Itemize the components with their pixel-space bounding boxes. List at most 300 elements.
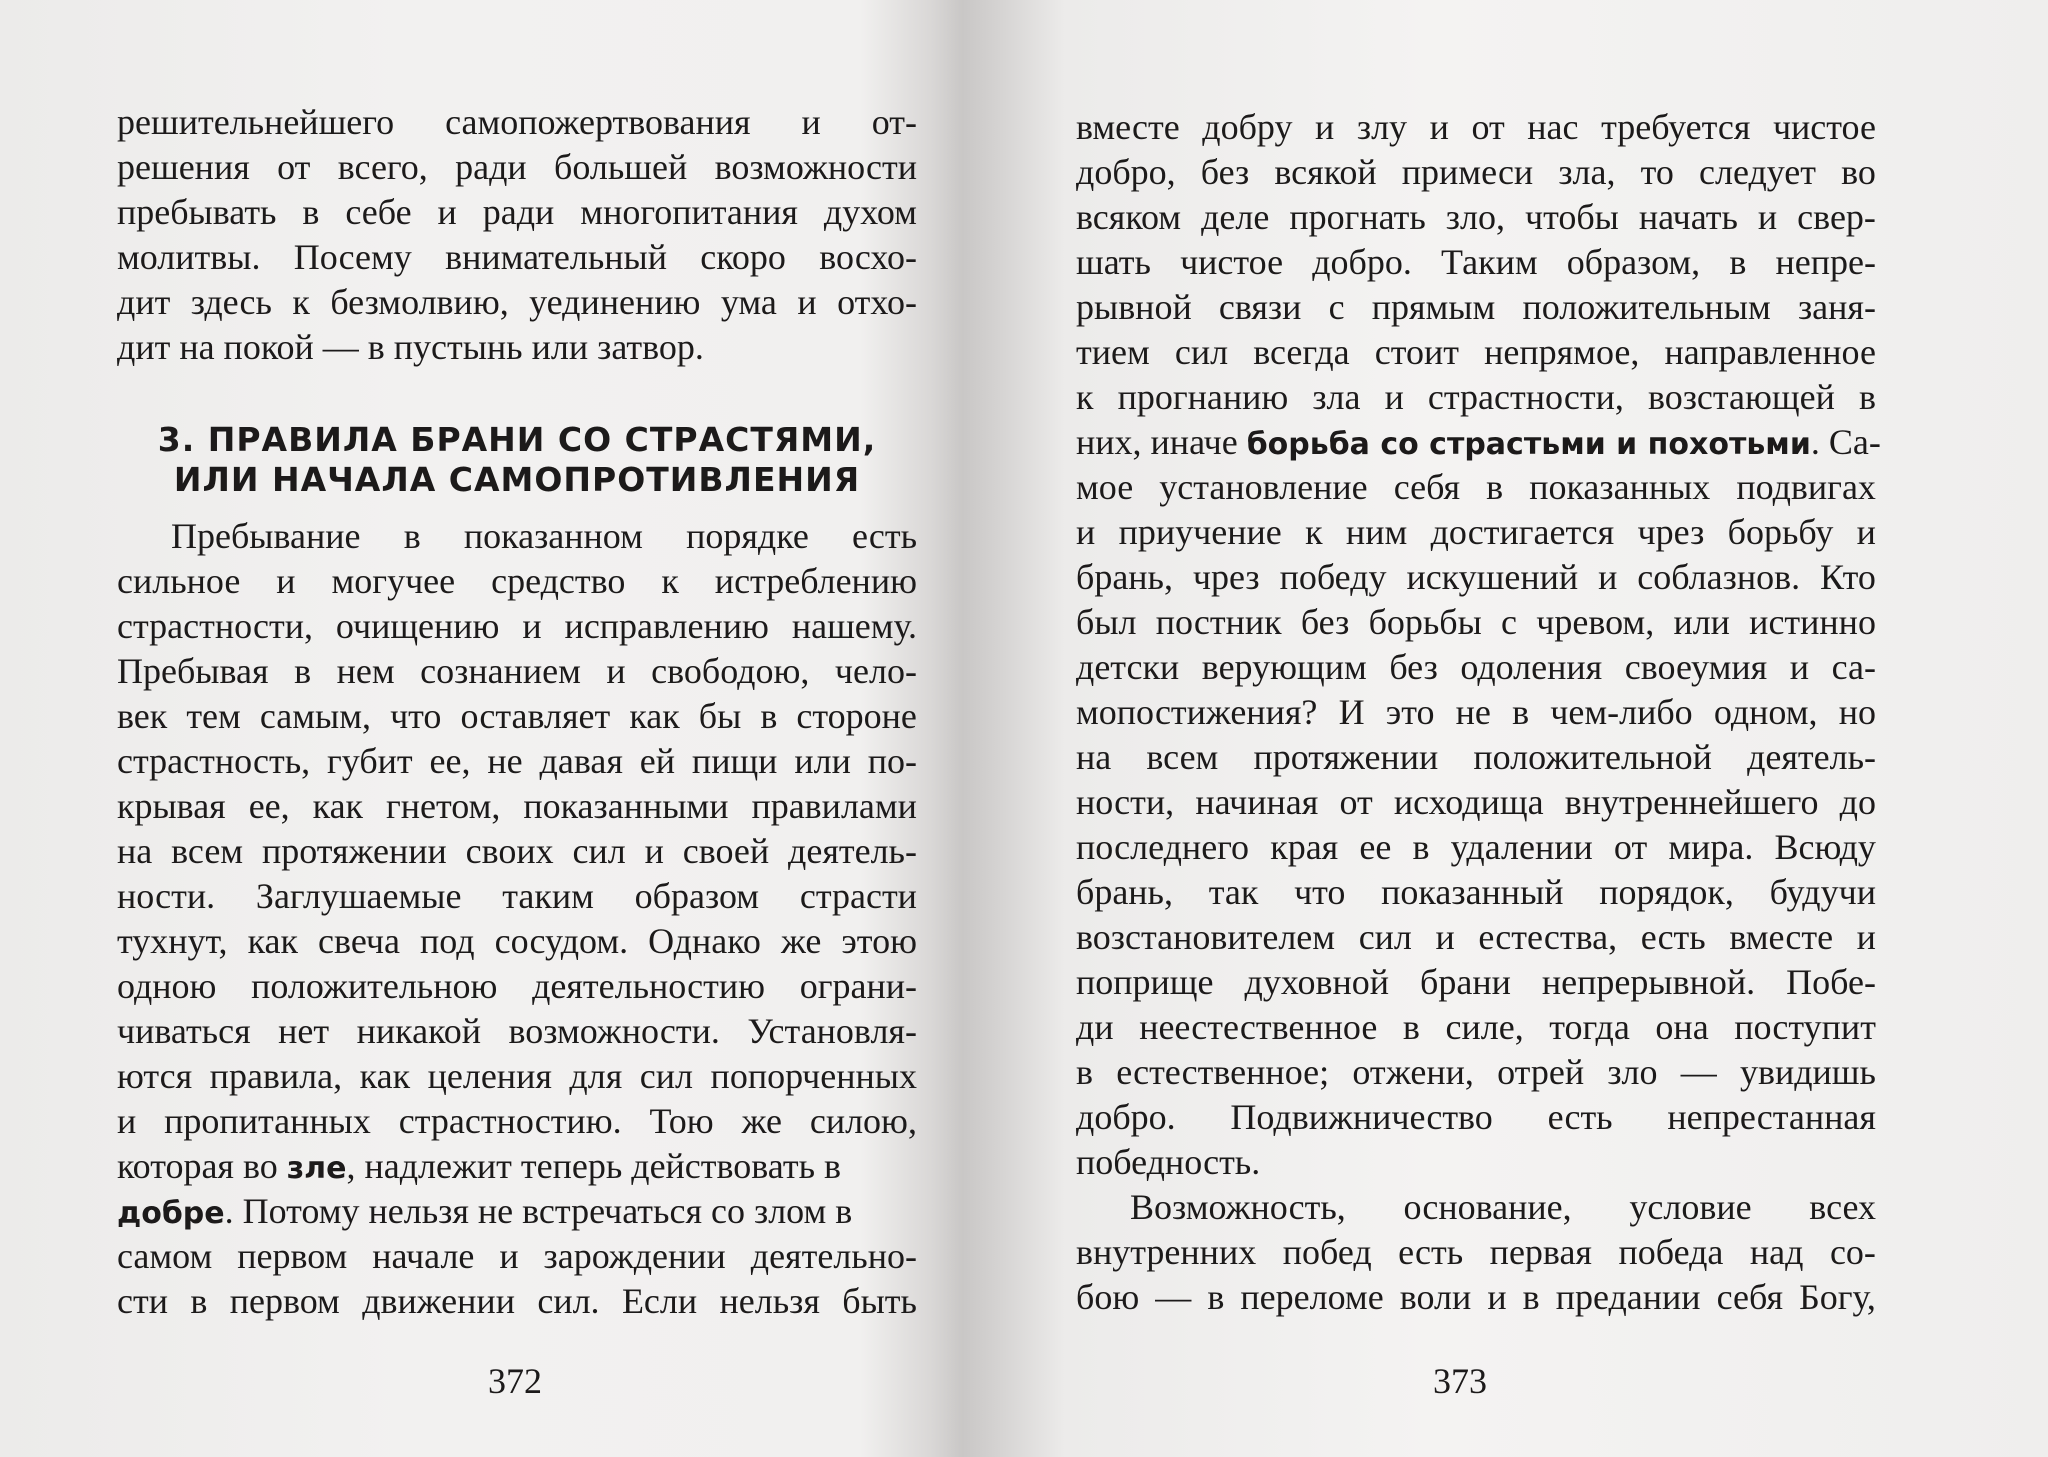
word: себе: [345, 192, 412, 232]
word: установление: [1159, 467, 1368, 507]
word: бы: [698, 696, 742, 736]
text-line: [1076, 825, 1876, 870]
text-line: [1076, 375, 1876, 420]
word: как: [247, 921, 299, 961]
word: начиная: [1195, 782, 1319, 822]
word: заня-: [1797, 287, 1876, 327]
word: зла: [1312, 377, 1361, 417]
word: и: [1429, 107, 1449, 147]
word: и: [276, 561, 296, 601]
paragraph: [117, 100, 917, 370]
text-line: [117, 694, 917, 739]
word: требуется: [1601, 107, 1751, 147]
word: последнего: [1076, 827, 1250, 867]
word: брань,: [1076, 872, 1173, 912]
word: ума: [720, 282, 777, 322]
word: молитвы.: [117, 237, 261, 277]
word: ее: [1359, 827, 1392, 867]
word: брани: [1420, 962, 1511, 1002]
word: непрестанная: [1667, 1097, 1876, 1137]
word: чрез: [1637, 512, 1705, 552]
word: следует: [1699, 152, 1817, 192]
text-line: [1076, 870, 1876, 915]
word: есть: [1547, 1097, 1613, 1137]
emphasis-text: борьба со страстьми и похотьми: [1246, 427, 1811, 462]
word: от: [277, 147, 311, 187]
word: самым,: [259, 696, 372, 736]
word: крывая: [117, 786, 226, 826]
word: деятель-: [788, 831, 917, 871]
word: ради: [482, 192, 555, 232]
word: и: [437, 192, 457, 232]
word: мое: [1076, 467, 1134, 507]
word: пищи: [691, 741, 778, 781]
section-heading: [117, 420, 917, 500]
word: первом: [229, 1281, 340, 1321]
text-line: [117, 1054, 917, 1099]
word: положительной: [1473, 737, 1712, 777]
word: здесь: [190, 282, 272, 322]
word: предании: [1555, 1277, 1701, 1317]
word: есть: [851, 516, 917, 556]
word: зла,: [1558, 152, 1616, 192]
word: но: [1838, 692, 1876, 732]
word: к: [1305, 512, 1323, 552]
word: неестественное: [1139, 1007, 1378, 1047]
word: был: [1076, 602, 1137, 642]
word: уединению: [529, 282, 701, 322]
text-line: [117, 1279, 917, 1324]
word: без: [1300, 602, 1350, 642]
word: протяжении: [261, 831, 447, 871]
word: страстности,: [1427, 377, 1624, 417]
word: прямым: [1371, 287, 1496, 327]
word: деятельно-: [750, 1236, 917, 1276]
word: мопостижения?: [1076, 692, 1318, 732]
word: непрерывной.: [1541, 962, 1756, 1002]
word: ради: [455, 147, 527, 187]
word: бою: [1076, 1277, 1140, 1317]
word: шать: [1076, 242, 1151, 282]
word: так: [1208, 872, 1259, 912]
text-line: [1076, 735, 1876, 780]
word: внутреннейшего: [1564, 782, 1819, 822]
word: в: [1207, 1277, 1225, 1317]
word: свер-: [1797, 197, 1876, 237]
word: сил: [1358, 917, 1412, 957]
text-line: [117, 235, 917, 280]
word: и: [117, 1101, 137, 1141]
text-line: [1076, 510, 1876, 555]
word: же: [780, 921, 822, 961]
word: будучи: [1769, 872, 1876, 912]
word: правилами: [751, 786, 917, 826]
left-page: [0, 0, 1000, 1457]
word: нашему.: [791, 606, 917, 646]
word: есть: [1398, 1232, 1464, 1272]
word: силе,: [1445, 1007, 1524, 1047]
word: как: [312, 786, 364, 826]
word: таким: [502, 876, 594, 916]
word: себя: [1393, 467, 1461, 507]
word: и: [801, 102, 821, 142]
word: сознанием: [420, 651, 581, 691]
word: сил: [1174, 332, 1229, 372]
word: чревом,: [1536, 602, 1655, 642]
word: Подвижничество: [1230, 1097, 1493, 1137]
text-line: [117, 874, 917, 919]
word: сил: [572, 831, 626, 871]
word: добро,: [1076, 152, 1176, 192]
word: са-: [1831, 647, 1876, 687]
word: как: [629, 696, 680, 736]
word: этою: [841, 921, 917, 961]
word: истреблению: [714, 561, 917, 601]
word: подвигах: [1736, 467, 1876, 507]
word: воли: [1399, 1277, 1472, 1317]
page-number: 373: [1433, 1361, 1487, 1401]
word: с: [1328, 287, 1345, 327]
word: пребывать: [117, 192, 277, 232]
word: основание,: [1403, 1187, 1572, 1227]
text-line: [1076, 150, 1876, 195]
word: скоро: [700, 237, 786, 277]
word: начать: [1638, 197, 1738, 237]
word: правила,: [209, 1056, 343, 1096]
word: есть: [1640, 917, 1706, 957]
word: Посему: [293, 237, 412, 277]
word: что: [390, 696, 442, 736]
word: своеумия: [1624, 647, 1768, 687]
word: отхо-: [837, 282, 917, 322]
text-fragment: них, иначе: [1076, 422, 1238, 462]
word: чем-либо: [1550, 692, 1693, 732]
word: не: [487, 741, 523, 781]
word: очищению: [335, 606, 500, 646]
word: ди: [1076, 1007, 1114, 1047]
word: ограни-: [799, 966, 917, 1006]
word: злу: [1356, 107, 1408, 147]
word: силою,: [809, 1101, 917, 1141]
word: образом,: [1566, 242, 1701, 282]
word: отжени,: [1352, 1052, 1474, 1092]
word: всем: [1146, 737, 1219, 777]
word: всем: [171, 831, 244, 871]
word: чрез: [1192, 557, 1260, 597]
word: в: [1522, 1277, 1540, 1317]
word: и: [1598, 557, 1618, 597]
word: на: [117, 831, 153, 871]
word: внутренних: [1076, 1232, 1257, 1272]
right-page: [1000, 0, 2048, 1457]
word: век: [117, 696, 168, 736]
word: отрей: [1497, 1052, 1585, 1092]
text-line: [1076, 960, 1876, 1005]
word: то: [1640, 152, 1674, 192]
text-line: [117, 1009, 917, 1054]
word: показанными: [523, 786, 729, 826]
word: нас: [1527, 107, 1579, 147]
word: во: [1841, 152, 1876, 192]
word: страсти: [799, 876, 917, 916]
word: в: [1076, 1052, 1093, 1092]
word: и: [606, 651, 626, 691]
word: многопитания: [580, 192, 798, 232]
word: нем: [336, 651, 395, 691]
word: от: [1471, 107, 1505, 147]
word: всего,: [337, 147, 428, 187]
word: зло: [1607, 1052, 1658, 1092]
text-line: [117, 559, 917, 604]
word: первая: [1489, 1232, 1592, 1272]
word: большей: [554, 147, 688, 187]
word: и: [1076, 512, 1096, 552]
word: же: [741, 1101, 782, 1141]
word: тем: [186, 696, 241, 736]
word: всяком: [1076, 197, 1182, 237]
word: ним: [1345, 512, 1408, 552]
text-fragment: , надлежит теперь действовать в: [346, 1146, 841, 1186]
word: по-: [867, 741, 917, 781]
word: вместе: [1729, 917, 1834, 957]
word: возможности.: [508, 1011, 720, 1051]
word: добру: [1202, 107, 1293, 147]
word: чиваться: [117, 1011, 251, 1051]
word: искушений: [1406, 557, 1579, 597]
text-segment: [1076, 420, 1881, 467]
word: одоления: [1460, 647, 1603, 687]
word: протяжении: [1253, 737, 1439, 777]
text-line: [117, 919, 917, 964]
word: детски: [1076, 647, 1180, 687]
text-line: [1076, 1185, 1876, 1230]
text-line-with-emphasis: [117, 1144, 917, 1189]
word: это: [1385, 692, 1435, 732]
word: истинно: [1749, 602, 1876, 642]
word: над: [1749, 1232, 1804, 1272]
word: свеча: [318, 921, 400, 961]
word: в: [1486, 467, 1504, 507]
word: всякой: [1274, 152, 1377, 192]
word: духом: [823, 192, 917, 232]
word: движении: [362, 1281, 515, 1321]
word: в: [1729, 242, 1747, 282]
word: сильное: [117, 561, 241, 601]
word: могучее: [331, 561, 456, 601]
text-line: [117, 784, 917, 829]
text-line: [1076, 780, 1876, 825]
word: первом: [237, 1236, 348, 1276]
word: всегда: [1253, 332, 1350, 372]
word: Возможность,: [1130, 1187, 1346, 1227]
word: в: [1412, 827, 1430, 867]
text-line: [1076, 555, 1876, 600]
word: своих: [465, 831, 554, 871]
word: Установля-: [747, 1011, 917, 1051]
word: Всюду: [1774, 827, 1876, 867]
word: Побе-: [1786, 962, 1876, 1002]
text-line: [117, 649, 917, 694]
text-fragment: . Са-: [1810, 422, 1881, 462]
word: к: [1076, 377, 1094, 417]
word: исходища: [1393, 782, 1544, 822]
word: ее,: [429, 741, 471, 781]
word: исправлению: [564, 606, 769, 646]
word: в: [294, 651, 312, 691]
word: и: [1315, 107, 1335, 147]
word: порядок,: [1599, 872, 1734, 912]
word: решения: [117, 147, 250, 187]
word: свободою,: [651, 651, 810, 691]
text-line: [117, 190, 917, 235]
word: —: [1155, 1277, 1192, 1317]
word: самом: [117, 1236, 213, 1276]
word: как: [359, 1056, 411, 1096]
word: Если: [621, 1281, 698, 1321]
word: решительнейшего: [117, 102, 395, 142]
word: сти: [117, 1281, 168, 1321]
left-text-column: [117, 100, 917, 1324]
emphasis-text: зле: [286, 1151, 347, 1186]
text-line: [117, 1234, 917, 1279]
word: естества,: [1478, 917, 1618, 957]
word: мира.: [1668, 827, 1754, 867]
word: естественное;: [1116, 1052, 1330, 1092]
word: безмолвию,: [330, 282, 509, 322]
word: Пребывание: [171, 516, 361, 556]
word: прогнанию: [1117, 377, 1289, 417]
word: ее,: [248, 786, 290, 826]
word: и: [1856, 917, 1876, 957]
word: положительною: [251, 966, 498, 1006]
word: от-: [871, 102, 917, 142]
word: достигается: [1430, 512, 1615, 552]
paragraph: [1076, 1185, 1876, 1320]
word: брань,: [1076, 557, 1173, 597]
paragraph: [1076, 105, 1881, 1185]
word: гнетом,: [386, 786, 501, 826]
word: направленное: [1664, 332, 1876, 372]
word: духовной: [1244, 962, 1390, 1002]
word: стоит: [1374, 332, 1459, 372]
word: рывной: [1076, 287, 1192, 327]
word: попорченных: [710, 1056, 917, 1096]
text-fragment: . Потому нельзя не встречаться со злом в: [224, 1191, 853, 1231]
word: или: [794, 741, 851, 781]
word: деятель-: [1747, 737, 1876, 777]
text-line: [1076, 690, 1876, 735]
right-text-column: [1076, 105, 1881, 1320]
word: нет: [278, 1011, 330, 1051]
word: и: [1856, 512, 1876, 552]
emphasis-text: добре: [117, 1196, 225, 1231]
word: победу: [1279, 557, 1387, 597]
word: ются: [117, 1056, 193, 1096]
text-line: [1076, 645, 1876, 690]
word: Пребывая: [117, 651, 269, 691]
word: восхо-: [819, 237, 917, 277]
word: и: [1384, 377, 1404, 417]
text-line: [1076, 195, 1876, 240]
word: зло,: [1445, 197, 1505, 237]
word: с: [1501, 602, 1518, 642]
word: не: [1455, 692, 1491, 732]
text-line: [117, 1099, 917, 1144]
text-fragment: которая во: [117, 1146, 278, 1186]
word: себя: [1716, 1277, 1784, 1317]
word: показанный: [1381, 872, 1564, 912]
word: Богу,: [1799, 1277, 1876, 1317]
word: пропитанных: [164, 1101, 371, 1141]
word: добро.: [1312, 242, 1412, 282]
word: связи: [1218, 287, 1302, 327]
word: до: [1839, 782, 1876, 822]
word: Таким: [1441, 242, 1538, 282]
word: удалении: [1450, 827, 1593, 867]
text-line: [1076, 1275, 1876, 1320]
word: в: [1402, 1007, 1420, 1047]
text-line: [117, 739, 917, 784]
word: чистое: [1772, 107, 1876, 147]
word: сил.: [537, 1281, 600, 1321]
word: в: [1858, 377, 1876, 417]
word: переломе: [1240, 1277, 1384, 1317]
word: для: [569, 1056, 623, 1096]
text-line: [1076, 330, 1876, 375]
word: или: [1673, 602, 1730, 642]
word: дит: [117, 282, 171, 322]
word: начале: [372, 1236, 475, 1276]
word: Однако: [648, 921, 761, 961]
word: непре-: [1775, 242, 1876, 282]
heading-line: 3. ПРАВИЛА БРАНИ СО СТРАСТЯМИ,: [157, 420, 877, 459]
word: порядке: [686, 516, 809, 556]
word: без: [1200, 152, 1250, 192]
word: под: [420, 921, 475, 961]
word: увидишь: [1739, 1052, 1876, 1092]
text-line: [1076, 600, 1876, 645]
word: Заглушаемые: [255, 876, 462, 916]
text-line: [1076, 1095, 1876, 1140]
word: нельзя: [719, 1281, 820, 1321]
word: страстность,: [117, 741, 311, 781]
word: чистое: [1180, 242, 1284, 282]
word: к: [292, 282, 310, 322]
text-line-with-emphasis: [1076, 420, 1881, 465]
text-line: [1076, 240, 1876, 285]
word: оставляет: [460, 696, 611, 736]
word: показанных: [1529, 467, 1711, 507]
word: тогда: [1549, 1007, 1630, 1047]
word: ности.: [117, 876, 216, 916]
word: стороне: [796, 696, 917, 736]
word: и: [1487, 1277, 1507, 1317]
word: деле: [1201, 197, 1270, 237]
text-line: победность.: [1076, 1142, 1261, 1182]
word: тием: [1076, 332, 1150, 372]
word: в: [190, 1281, 208, 1321]
word: постник: [1155, 602, 1282, 642]
word: своей: [682, 831, 770, 871]
word: —: [1680, 1052, 1717, 1092]
text-line: [117, 964, 917, 1009]
word: внимательный: [445, 237, 668, 277]
word: вместе: [1076, 107, 1180, 147]
page-number: 372: [488, 1361, 542, 1401]
word: без: [1389, 647, 1438, 687]
text-line: [1076, 1005, 1876, 1050]
word: средство: [491, 561, 626, 601]
